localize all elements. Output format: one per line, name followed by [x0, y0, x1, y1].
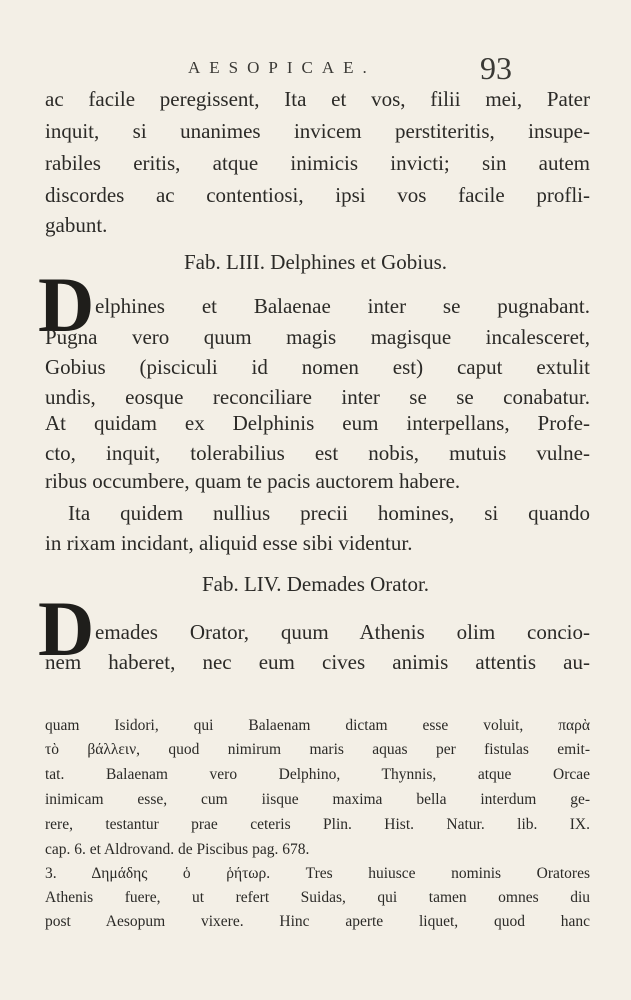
body-line: gabunt.	[45, 213, 108, 237]
body-line: At quidam ex Delphinis eum interpellans, Profe-	[45, 411, 590, 435]
body-line: rabiles eritis, atque inimicis invicti; sin autem	[45, 151, 590, 175]
running-title: AESOPICAE.	[188, 58, 376, 77]
body-line: discordes ac contentiosi, ipsi vos facile profli-	[45, 183, 590, 207]
footnote-line: Athenis fuere, ut refert Suidas, qui tamen omnes diu	[45, 889, 590, 906]
body-line: elphines et Balaenae inter se pugnabant.	[95, 294, 590, 318]
body-line: cto, inquit, tolerabilius est nobis, mutuis vulne-	[45, 441, 590, 465]
moral-line: in rixam incidant, aliquid esse sibi videntur.	[45, 531, 413, 555]
moral-line: Ita quidem nullius precii homines, si quando	[68, 501, 590, 525]
body-line: emades Orator, quum Athenis olim concio-	[95, 620, 590, 644]
body-line: ribus occumbere, quam te pacis auctorem habere.	[45, 469, 461, 493]
body-line: inquit, si unanimes invicem perstiteritis, insupe-	[45, 119, 590, 143]
footnote-line: rere, testantur prae ceteris Plin. Hist. Natur. lib. IX.	[45, 816, 590, 833]
body-line: Gobius (pisciculi id nomen est) caput extulit	[45, 355, 590, 379]
page-number: 93	[480, 50, 512, 86]
footnote-line: 3. Δημάδης ὁ ῥήτωρ. Tres huiusce nominis Oratores	[45, 865, 590, 882]
footnote-line: inimicam esse, cum iisque maxima bella interdum ge-	[45, 791, 590, 808]
fable-heading: Fab. LIV. Demades Orator.	[201, 572, 430, 596]
body-line: ac facile peregissent, Ita et vos, filii mei, Pater	[45, 87, 590, 111]
footnote-line: cap. 6. et Aldrovand. de Piscibus pag. 678.	[45, 841, 310, 858]
body-line: Pugna vero quum magis magisque incalesceret,	[45, 325, 590, 349]
footnote-line: quam Isidori, qui Balaenam dictam esse voluit, παρὰ	[45, 717, 590, 734]
fable-heading: Fab. LIII. Delphines et Gobius.	[183, 250, 448, 274]
body-line: undis, eosque reconciliare inter se se conabatur.	[45, 385, 590, 409]
footnote-line: τὸ βάλλειν, quod nimirum maris aquas per fistulas emit-	[45, 741, 590, 758]
body-line: nem haberet, nec eum cives animis attentis au-	[45, 650, 590, 674]
drop-cap: D	[38, 585, 95, 672]
footnote-line: post Aesopum vixere. Hinc aperte liquet, quod hanc	[45, 913, 590, 930]
footnote-line: tat. Balaenam vero Delphino, Thynnis, atque Orcae	[45, 766, 590, 783]
drop-cap: D	[38, 261, 95, 348]
